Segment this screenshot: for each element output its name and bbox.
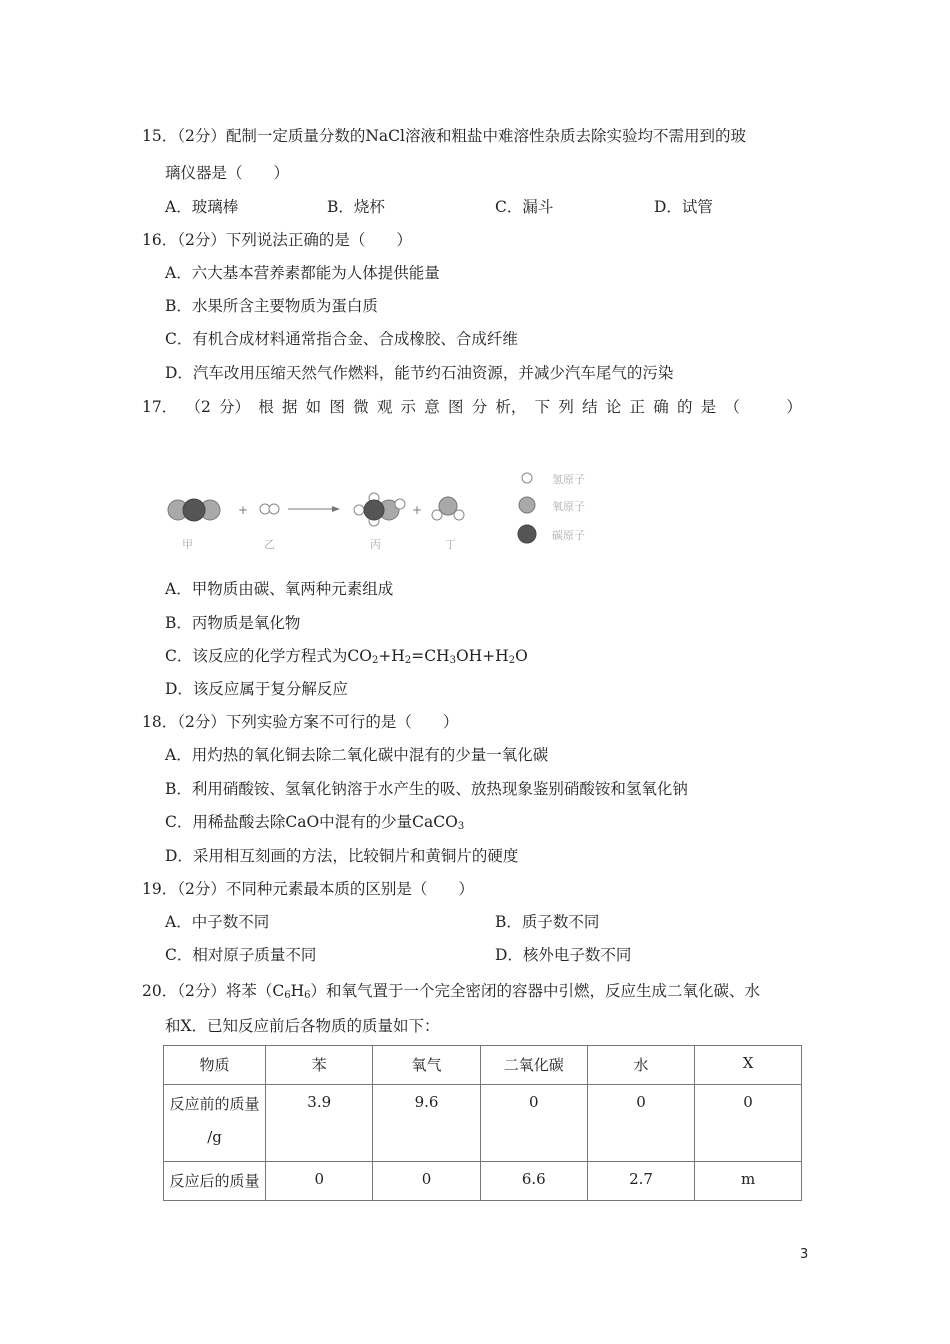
q20-stem: 20．（2分）将苯$(C_6H_6)$和氧气置于一个完全密闭的容器中引燃，反应生成二氧化碳、水 bbox=[142, 982, 760, 1001]
table-header: 水 bbox=[587, 1046, 694, 1085]
plus-sign-2: + bbox=[412, 503, 423, 517]
table-header: X bbox=[695, 1046, 802, 1085]
table-cell: 0 bbox=[373, 1162, 480, 1201]
label-bing: 丙 bbox=[370, 538, 381, 551]
q18-option-b: B．利用硝酸铵、氢氧化钠溶于水产生的吸、放热现象鉴别硝酸铵和氢氧化钠 bbox=[165, 780, 688, 798]
table-header: 二氧化碳 bbox=[480, 1046, 587, 1085]
legend-oxygen: 氧原子 bbox=[552, 500, 585, 513]
label-ding: 丁 bbox=[445, 538, 456, 551]
q16-option-d: D．汽车改用压缩天然气作燃料，能节约石油资源，并减少汽车尾气的污染 bbox=[165, 364, 674, 382]
molecule-bing bbox=[354, 493, 405, 526]
q16-option-c: C．有机合成材料通常指合金、合成橡胶、合成纤维 bbox=[165, 330, 518, 348]
table-cell: 0 bbox=[587, 1085, 694, 1162]
q15-stem: 15．（2分）配制一定质量分数的NaCl溶液和粗盐中难溶性杂质去除实验均不需用到的玻 bbox=[142, 127, 746, 145]
table-cell: 6.6 bbox=[480, 1162, 587, 1201]
legend-carbon-icon bbox=[518, 525, 536, 543]
label-jia: 甲 bbox=[182, 538, 193, 551]
reaction-diagram bbox=[160, 460, 610, 555]
label-yi: 乙 bbox=[264, 538, 275, 551]
table-header-row bbox=[164, 1046, 802, 1085]
page-number: 3 bbox=[800, 1247, 809, 1262]
q17-option-b: B．丙物质是氧化物 bbox=[165, 614, 301, 632]
table-cell: m bbox=[695, 1162, 802, 1201]
plus-sign-1: + bbox=[238, 503, 249, 517]
q16-option-b: B．水果所含主要物质为蛋白质 bbox=[165, 297, 378, 315]
q17-option-d: D．该反应属于复分解反应 bbox=[165, 680, 348, 698]
legend-carbon: 碳原子 bbox=[552, 529, 585, 542]
table-cell: 0 bbox=[480, 1085, 587, 1162]
table-row-label: 反应后的质量 bbox=[164, 1162, 266, 1201]
table-cell: 9.6 bbox=[373, 1085, 480, 1162]
q15-option-d: D．试管 bbox=[654, 198, 713, 216]
molecule-ding bbox=[432, 497, 464, 520]
legend bbox=[518, 472, 585, 543]
q18-option-d: D．采用相互刻画的方法，比较铜片和黄铜片的硬度 bbox=[165, 847, 519, 865]
table-cell: 0 bbox=[266, 1162, 373, 1201]
table-row-label: 反应前的质量 /g bbox=[164, 1085, 266, 1162]
table-cell: 2.7 bbox=[587, 1162, 694, 1201]
q17-option-a: A．甲物质由碳、氧两种元素组成 bbox=[165, 580, 394, 598]
q17-stem: 17． （2 分） 根 据 如 图 微 观 示 意 图 分 析， 下 列 结 论 正 确 的 是 （ ） bbox=[142, 398, 802, 416]
table-row bbox=[164, 1162, 802, 1201]
q15-option-a: A．玻璃棒 bbox=[165, 198, 239, 216]
molecule-jia bbox=[168, 499, 220, 521]
q19-option-a: A．中子数不同 bbox=[165, 913, 270, 931]
reaction-arrow bbox=[288, 506, 340, 512]
q20-stem-cont: 和X．已知反应前后各物质的质量如下： bbox=[165, 1017, 440, 1035]
table-cell: 3.9 bbox=[266, 1085, 373, 1162]
q18-option-a: A．用灼热的氧化铜去除二氧化碳中混有的少量一氧化碳 bbox=[165, 746, 549, 764]
legend-hydrogen-icon bbox=[522, 473, 532, 483]
q19-option-b: B．质子数不同 bbox=[495, 913, 600, 931]
table-row bbox=[164, 1085, 802, 1162]
legend-oxygen-icon bbox=[519, 497, 535, 513]
q19-option-c: C．相对原子质量不同 bbox=[165, 946, 317, 964]
table-cell: 0 bbox=[695, 1085, 802, 1162]
q19-stem: 19．（2分）不同种元素最本质的区别是（ ） bbox=[142, 880, 474, 898]
table-header: 苯 bbox=[266, 1046, 373, 1085]
legend-hydrogen: 氢原子 bbox=[552, 473, 585, 486]
q15-option-c: C．漏斗 bbox=[495, 198, 554, 216]
q15-option-b: B．烧杯 bbox=[327, 198, 385, 216]
q18-stem: 18．（2分）下列实验方案不可行的是（ ） bbox=[142, 713, 459, 731]
q19-option-d: D．核外电子数不同 bbox=[495, 946, 632, 964]
q17-option-c: C．该反应的化学方程式为$CO_2+H_2=CH_3OH+H_2O$ bbox=[165, 647, 528, 666]
q16-stem: 16．（2分）下列说法正确的是（ ） bbox=[142, 231, 412, 249]
q16-option-a: A．六大基本营养素都能为人体提供能量 bbox=[165, 264, 440, 282]
table-header: 氧气 bbox=[373, 1046, 480, 1085]
molecule-yi bbox=[260, 504, 279, 514]
q15-stem-cont: 璃仪器是（ ） bbox=[165, 164, 290, 182]
mass-table bbox=[163, 1045, 802, 1201]
q18-option-c: C．用稀盐酸去除CaO中混有的少量CaCO$_3$ bbox=[165, 813, 465, 832]
table-header: 物质 bbox=[164, 1046, 266, 1085]
